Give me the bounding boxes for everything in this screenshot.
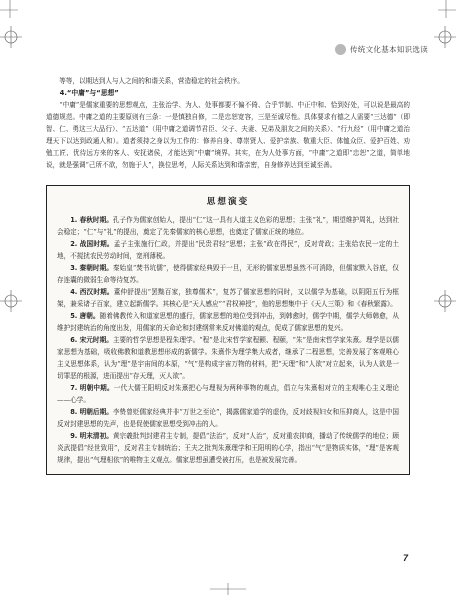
evolution-item bbox=[57, 382, 399, 406]
item-text: 一代大儒王阳明反对朱熹把心与理视为两种事物的观点，倡立与朱熹相对立的主观唯心主义理论——心学。 bbox=[57, 384, 400, 404]
item-lead: 8. 明朝后期。 bbox=[70, 408, 113, 416]
header-logo-icon bbox=[335, 44, 346, 55]
registration-mark-top-left bbox=[0, 26, 22, 48]
evolution-item bbox=[57, 262, 399, 286]
registration-mark-top-right bbox=[434, 26, 456, 48]
thought-evolution-box bbox=[46, 185, 410, 475]
item-text: 秦始皇“焚书坑儒”，使得儒家经典毁于一旦，无形的儒家思想虽然不可消除，但儒家默入谷底，仅存连囊的微弱生命等待复苏。 bbox=[57, 264, 399, 284]
evolution-item bbox=[57, 406, 399, 430]
item-lead: 4. 西汉时期。 bbox=[70, 288, 114, 296]
evolution-item bbox=[57, 310, 399, 334]
evolution-item bbox=[57, 214, 399, 238]
item-lead: 3. 秦朝时期。 bbox=[70, 264, 113, 272]
section-heading: 4.“中庸”与“思想” bbox=[59, 89, 119, 97]
registration-mark-right bbox=[434, 290, 456, 312]
item-text: 李贽曾贬儒家经典并非“万世之至论”，揭露儒家道学的虚伪，反对歧视妇女和压抑商人，这是中国反对封建思想的先声，也是促使儒家思想受到冲击的人。 bbox=[57, 408, 399, 428]
zhongyong-paragraph: “中庸”是儒家重要的思想观点，主张治学、为人、处事都要不偏不倚、合乎节制、中正中和、恰到好处，可以说是最高的道德规范。中庸之道的主要原则有三条：一是慎独自修，二是忠恕宽容，三是至诚尽性。具体要求有德之人需要“三达德”（即智、仁、勇这三大品行）、“五达道”（用中庸之道调节君臣、父子、夫妻、兄弟及朋友之间的关系）、“行九经”（用中庸之道治理天下以达到政通人和）。道者须持之身以为工作的：修养自身、尊崇贤人、爱护亲族、敬重大臣、体恤众臣、爱护百姓、劝勉工匠、优待远方来的客人、安抚诸侯，才能达到“中庸”境界。其实，在为人处事方面，“中庸”之道即“忠恕”之道，简单地说，就是强调“己所不欲，勿施于人”，换位思考，人际关系达到和谐亲密，自身修养达到至诚至善。 bbox=[46, 101, 410, 169]
item-text: 黄宗羲批判封建君主专制，提倡“法治”，反对“人治”，反对重农抑商，播动了传统儒学的地位；顾炎武提倡“经世致用”，反对君主专制统治；王夫之批判朱熹理学和王阳明的心学，指出“气”是物质实体，“理”是客观规律，提出“气理相依”的唯物主义观点。儒家思想虽遭受被打压，也是被发展完善。 bbox=[57, 432, 399, 464]
bottom-registration-mark bbox=[210, 580, 246, 592]
item-lead: 7. 明朝中期。 bbox=[70, 384, 114, 392]
item-lead: 9. 明末清初。 bbox=[70, 432, 113, 440]
item-lead: 6. 宋元时期。 bbox=[70, 336, 113, 344]
item-text: 孟子主张施行仁政，并提出“民贵君轻”思想；主张“政在得民”，反对苛政；主张给农民一定的土地，不搅扰农民劳动时间，宽刑薄税。 bbox=[57, 240, 400, 260]
intro-paragraph: 等等，以期达到人与人之间的和谐关系，营造稳定的社会秩序。 bbox=[59, 77, 244, 85]
item-text: 孔子作为儒家创始人，提出“仁”这一具有人道主义色彩的思想；主张“礼”，期望维护周礼，达到社会稳定；“仁”与“礼”的提出，奠定了先秦儒家的核心思想，也奠定了儒家正统的地位。 bbox=[57, 216, 399, 236]
page-number: 7 bbox=[402, 553, 408, 563]
item-lead: 2. 战国时期。 bbox=[70, 240, 114, 248]
item-text: 董仲舒提出“罢黜百家，独尊儒术”，复苏了儒家思想的同时，又以儒学为基础，以阴阳五行为框架，兼采诸子百家，建立起新儒学。其核心是“天人感应”“君权神授”，他的思想集中于《天人三策》和《春秋繁露》。 bbox=[57, 288, 399, 308]
running-header-title: 传统文化基本知识选读 bbox=[350, 45, 428, 54]
registration-mark-left bbox=[0, 290, 22, 312]
item-text: 随着佛教传入和道家思想的盛行，儒家思想的地位受到冲击，到韩愈时，儒学中期，儒学大师韩愈，从维护封建统治的角度出发，用儒家的天命论和封建纲常来反对佛道的观点，促成了儒家思想的复兴。 bbox=[57, 312, 400, 332]
box-title: 思想演变 bbox=[206, 197, 250, 207]
running-header bbox=[335, 44, 428, 55]
evolution-item bbox=[57, 286, 399, 310]
top-corner-marks bbox=[0, 0, 456, 22]
evolution-item bbox=[57, 334, 399, 382]
item-text: 主要的哲学思想是程朱理学。“程”是北宋哲学家程颢、程颐，“朱”是南宋哲学家朱熹。理学是以儒家思想为基础，吸收佛教和道教思想形成的新儒学。朱熹作为理学集大成者，继承了二程思想，完善发展了客观唯心主义思想体系，认为“理”是宇宙间的本原，“气”是构成宇宙万物的材料，把“天理”和“人欲”对立起来，认为人欲是一切罪恶的根源，进而提出“存天理，灭人欲”。 bbox=[57, 336, 399, 380]
page-content bbox=[46, 75, 410, 475]
item-lead: 1. 春秋时期。 bbox=[70, 216, 113, 224]
item-lead: 5. 唐朝。 bbox=[70, 312, 100, 320]
evolution-item bbox=[57, 238, 399, 262]
evolution-item bbox=[57, 430, 399, 466]
